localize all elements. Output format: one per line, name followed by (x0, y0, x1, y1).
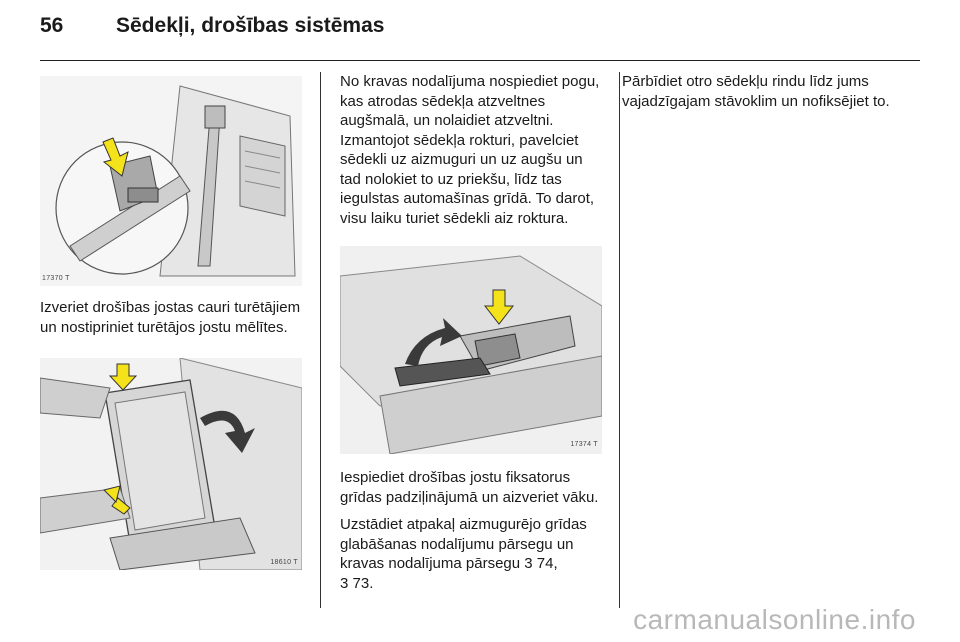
column-2-text-top (340, 72, 606, 236)
page-reference-number[interactable]: 74, (532, 555, 558, 572)
instruction-paragraph: Izveriet drošības jostas cauri turētājiem un nostipriniet turētājos jostu mēlītes. (40, 299, 301, 336)
header-rule (40, 60, 920, 61)
column-2-text-bottom (340, 468, 606, 601)
reference-text: Uzstādiet atpakaļ aizmugurējo grīdas glabāšanas nodalījumu pārsegu un kravas nodalījuma pārsegu (340, 516, 587, 572)
figure-code: 18610 T (270, 559, 298, 566)
instruction-paragraph: Iespiediet drošības jostu fiksatorus grīdas padziļinājumā un aizveriet vāku. (340, 469, 599, 506)
figure-code: 17374 T (570, 441, 598, 448)
figure-seatbelt-holder (40, 76, 302, 286)
page-reference-number[interactable]: 73. (348, 574, 374, 592)
figure-code: 17370 T (42, 275, 70, 282)
column-1-text (40, 298, 302, 345)
page-reference-icon[interactable]: 3 (524, 555, 533, 572)
instruction-paragraph: Pārbīdiet otro sēdekļu rindu līdz jums vajadzīgajam stāvoklim un nofiksējiet to. (622, 73, 890, 110)
page-number: 56 (40, 14, 64, 37)
page-title: Sēdekļi, drošības sistēmas (116, 14, 385, 37)
column-divider-1 (320, 72, 321, 608)
instruction-paragraph: No kravas nodalījuma nospiediet pogu, kas atrodas sēdekļa atzveltnes augšmalā, un nolaidiet atzveltni. Izmantojot sēdekļa rokturi, pavelciet sēdekli uz aizmuguri un uz augšu un tad nolokiet to uz priekšu, līdz tas iegulstas automašīnas grīdā. To darot, visu laiku turiet sēdekli aiz roktura. (340, 73, 600, 227)
column-divider-2 (619, 72, 620, 608)
watermark: carmanualsonline.info (633, 604, 916, 635)
figure-floor-cover (340, 246, 602, 454)
instruction-paragraph-references (340, 515, 606, 593)
page-reference-icon[interactable]: 3 (340, 574, 349, 592)
column-3-text (622, 72, 912, 119)
figure-seat-fold (40, 358, 302, 570)
